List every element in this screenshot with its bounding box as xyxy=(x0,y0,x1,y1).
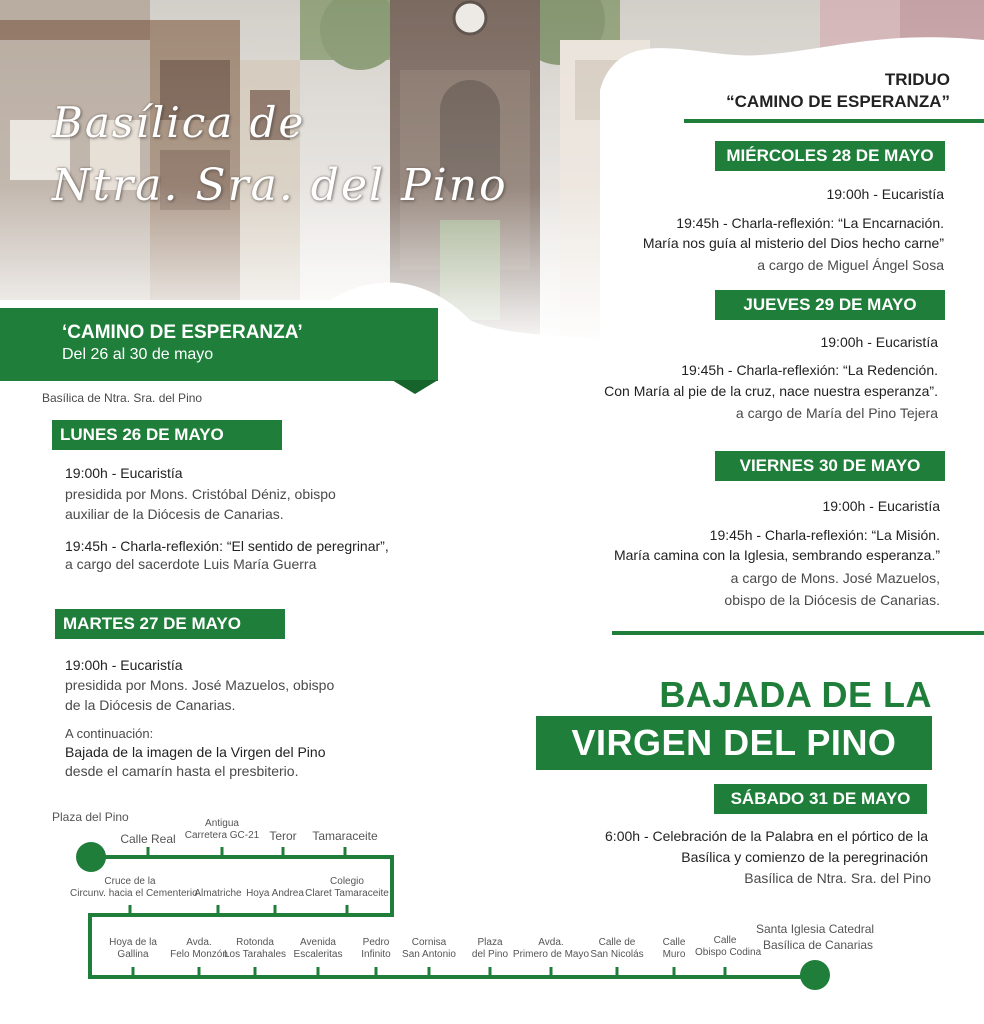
miercoles-line2: 19:45h - Charla-reflexión: “La Encarnación. xyxy=(676,215,944,231)
day-header-miercoles: MIÉRCOLES 28 DE MAYO xyxy=(715,141,945,171)
bajada-title-line2: VIRGEN DEL PINO xyxy=(536,716,932,770)
route-stop: Cruce de la Circunv. hacia el Cementerio xyxy=(70,876,198,899)
route-stop: Antigua Carretera GC-21 xyxy=(184,818,260,841)
route-stop: Colegio Claret Tamaraceite xyxy=(305,876,389,899)
day-header-viernes: VIERNES 30 DE MAYO xyxy=(715,451,945,481)
martes-line6: desde el camarín hasta el presbiterio. xyxy=(65,763,299,779)
event-title: ‘CAMINO DE ESPERANZA’ xyxy=(62,322,303,343)
route-stop: Hoya de la Gallina xyxy=(109,937,157,960)
route-stop: Plaza del Pino xyxy=(471,937,509,960)
event-title-banner xyxy=(0,308,438,381)
route-start-dot xyxy=(76,842,106,872)
martes-line1: 19:00h - Eucaristía xyxy=(65,657,183,673)
sabado-line2: Basílica y comienzo de la peregrinación xyxy=(681,849,928,865)
route-stop: Teror xyxy=(269,829,297,843)
route-stop: Pedro Infinito xyxy=(361,937,391,960)
route-stop: Avenida Escaleritas xyxy=(293,937,343,960)
day-header-sabado: SÁBADO 31 DE MAYO xyxy=(714,784,927,814)
triduo-title-line1: TRIDUO xyxy=(884,70,950,89)
section-divider xyxy=(612,631,984,635)
hero-title-line1: Basílica de xyxy=(52,98,306,147)
martes-line4: A continuación: xyxy=(65,726,154,741)
route-stop: Calle Obispo Codina xyxy=(695,935,762,958)
sabado-line1: 6:00h - Celebración de la Palabra en el pórtico de la xyxy=(605,828,928,844)
martes-line2: presidida por Mons. José Mazuelos, obispo xyxy=(65,677,335,693)
event-dates: Del 26 al 30 de mayo xyxy=(62,346,214,363)
lunes-line4: 19:45h - Charla-reflexión: “El sentido de peregrinar”, xyxy=(65,538,389,554)
viernes-line3: María camina con la Iglesia, sembrando esperanza.” xyxy=(613,547,940,563)
miercoles-line4: a cargo de Miguel Ángel Sosa xyxy=(757,257,944,273)
viernes-line4: a cargo de Mons. José Mazuelos, xyxy=(730,570,940,586)
jueves-line4: a cargo de María del Pino Tejera xyxy=(735,405,938,421)
viernes-line1: 19:00h - Eucaristía xyxy=(822,498,940,514)
martes-line5: Bajada de la imagen de la Virgen del Pino xyxy=(65,744,326,760)
miercoles-line3: María nos guía al misterio del Dios hecho carne” xyxy=(642,235,944,251)
jueves-line2: 19:45h - Charla-reflexión: “La Redención. xyxy=(681,362,938,378)
route-stop: Tamaraceite xyxy=(312,829,378,843)
route-stop: Calle de San Nicolás xyxy=(590,937,644,960)
route-end-dot xyxy=(800,960,830,990)
route-stop: Avda. Primero de Mayo xyxy=(512,937,590,960)
route-stop: Avda. Felo Monzón xyxy=(170,937,228,960)
miercoles-line1: 19:00h - Eucaristía xyxy=(826,186,944,202)
route-stop: Cornisa San Antonio xyxy=(402,937,456,960)
viernes-line2: 19:45h - Charla-reflexión: “La Misión. xyxy=(709,527,940,543)
triduo-underline xyxy=(684,119,984,123)
route-end-label-line2: Basílica de Canarias xyxy=(763,938,874,952)
hero-title-line2: Ntra. Sra. del Pino xyxy=(52,160,508,211)
lunes-line3: auxiliar de la Diócesis de Canarias. xyxy=(65,506,284,522)
route-stop: Rotonda Los Tarahales xyxy=(223,937,287,960)
jueves-line3: Con María al pie de la cruz, nace nuestra esperanza”. xyxy=(604,383,938,399)
route-stop: Calle Real xyxy=(120,832,176,846)
lunes-line2: presidida por Mons. Cristóbal Déniz, obispo xyxy=(65,486,336,502)
route-stop: Calle Muro xyxy=(662,937,686,960)
venue-label: Basílica de Ntra. Sra. del Pino xyxy=(42,391,203,405)
jueves-line1: 19:00h - Eucaristía xyxy=(820,334,938,350)
route-stop: Hoya Andrea xyxy=(246,888,304,899)
lunes-line1: 19:00h - Eucaristía xyxy=(65,465,183,481)
viernes-line5: obispo de la Diócesis de Canarias. xyxy=(724,592,940,608)
route-end-label-line1: Santa Iglesia Catedral xyxy=(756,922,875,936)
route-stop: Almatriche xyxy=(194,888,242,899)
day-header-martes: MARTES 27 DE MAYO xyxy=(55,609,285,639)
martes-line3: de la Diócesis de Canarias. xyxy=(65,697,236,713)
triduo-title-line2: “CAMINO DE ESPERANZA” xyxy=(726,92,950,111)
sabado-line3: Basílica de Ntra. Sra. del Pino xyxy=(744,870,931,886)
day-header-lunes: LUNES 26 DE MAYO xyxy=(52,420,282,450)
bajada-title-line1: BAJADA DE LA xyxy=(659,674,932,715)
route-start-label: Plaza del Pino xyxy=(52,810,129,824)
banner-notch-icon xyxy=(392,380,438,394)
day-header-jueves: JUEVES 29 DE MAYO xyxy=(715,290,945,320)
lunes-line5: a cargo del sacerdote Luis María Guerra xyxy=(65,556,317,572)
